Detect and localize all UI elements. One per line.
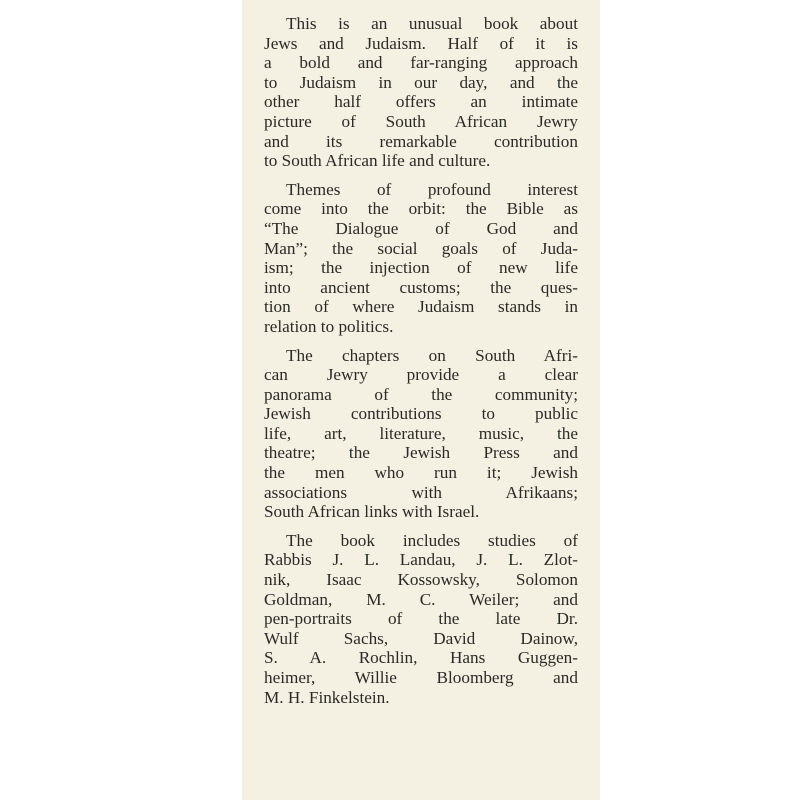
text-line: S. A. Rochlin, Hans Guggen- — [264, 648, 578, 668]
text-line: the men who run it; Jewish — [264, 463, 578, 483]
paragraph-3 — [264, 346, 578, 522]
jacket-blurb — [264, 14, 578, 716]
text-line: come into the orbit: the Bible as — [264, 199, 578, 219]
text-line: Wulf Sachs, David Dainow, — [264, 628, 578, 648]
text-line: other half offers an intimate — [264, 92, 578, 112]
text-line: to South African life and culture. — [264, 151, 491, 171]
text-line: M. H. Finkelstein. — [264, 687, 390, 707]
text-line: and its remarkable contribution — [264, 131, 578, 151]
paragraph-1 — [264, 14, 578, 171]
text-line: Man”; the social goals of Juda- — [264, 238, 578, 258]
text-line: pen-portraits of the late Dr. — [264, 609, 578, 629]
text-line: associations with Afrikaans; — [264, 482, 578, 502]
text-line: Rabbis J. L. Landau, J. L. Zlot- — [264, 550, 578, 570]
text-line: Jews and Judaism. Half of it is — [264, 33, 578, 53]
text-line: heimer, Willie Bloomberg and — [264, 668, 578, 687]
text-line: panorama of the community; — [264, 384, 578, 404]
text-line: into ancient customs; the ques- — [264, 277, 578, 297]
text-line: tion of where Judaism stands in — [264, 297, 578, 317]
text-line: The chapters on South Afri- — [286, 345, 578, 365]
text-line: Jewish contributions to public — [264, 404, 578, 424]
text-line: a bold and far-ranging approach — [264, 53, 578, 73]
text-line: life, art, literature, music, the — [264, 423, 578, 443]
text-line: Goldman, M. C. Weiler; and — [264, 589, 578, 609]
paragraph-2 — [264, 180, 578, 337]
text-line: theatre; the Jewish Press and — [264, 443, 578, 463]
text-line: picture of South African Jewry — [264, 111, 578, 131]
paragraph-4 — [264, 531, 578, 707]
text-line: South African links with Israel. — [264, 502, 480, 522]
text-line: nik, Isaac Kossowsky, Solomon — [264, 570, 578, 590]
text-line: can Jewry provide a clear — [264, 365, 578, 385]
text-line: “The Dialogue of God and — [264, 218, 578, 238]
text-line: ism; the injection of new life — [264, 258, 578, 278]
text-line: to Judaism in our day, and the — [264, 72, 578, 92]
text-line: relation to politics. — [264, 316, 394, 336]
text-line: Themes of profound interest — [286, 179, 578, 199]
text-line: This is an unusual book about — [286, 14, 578, 33]
text-line: The book includes studies of — [286, 530, 578, 550]
